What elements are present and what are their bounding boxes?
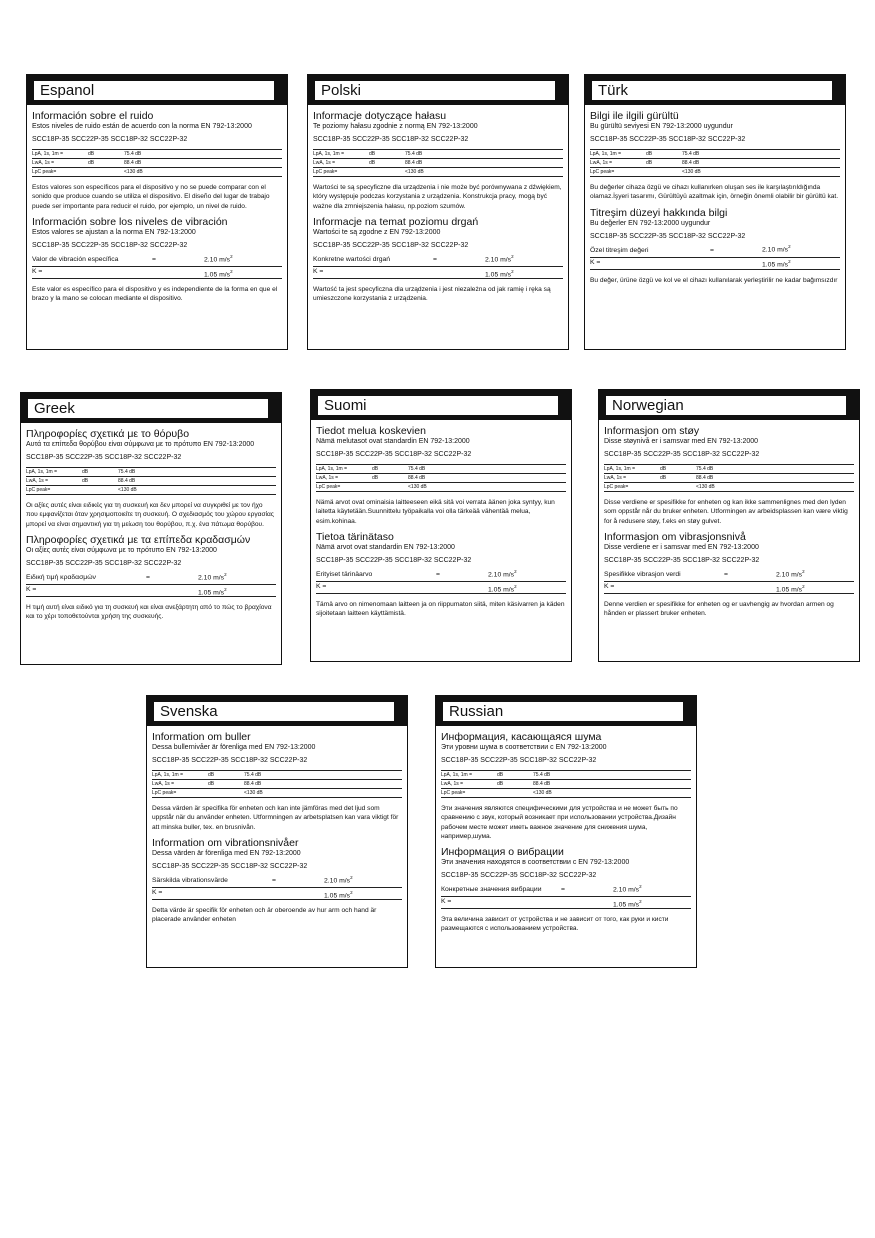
- language-card: [584, 74, 846, 350]
- card-header: [436, 696, 696, 726]
- noise-text: Οι αξίες αυτές είναι ειδικές για τη συσκευή και δεν μπορεί να συγκριθεί με τον ήχο που εμφανίζεται όταν χρησιμοποιείτε τη συσκευή. Ο σχεδιασμός του χώρου εργασίας μπορεί να είναι σημαντική για τη μείωση του θορύβου, π.χ. ένα πάτωμα θορύβου.: [26, 502, 274, 528]
- k-value: 1.05 $m/s^2$: [762, 259, 791, 269]
- vibration-row: [152, 876, 402, 888]
- noise-title: Tiedot melua koskevien: [316, 425, 426, 437]
- language-card: [20, 392, 282, 665]
- k-row: [441, 897, 691, 909]
- noise-row: [313, 150, 563, 159]
- model-list: SCC18P-35 SCC22P-35 SCC18P-32 SCC22P-32: [313, 136, 469, 143]
- k-row: [313, 267, 563, 279]
- noise-standard: Estos niveles de ruido están de acuerdo con la norma EN 792-13:2000: [32, 123, 252, 130]
- language-title: Espanol: [33, 80, 275, 101]
- noise-row: [316, 483, 566, 492]
- noise-row: [590, 150, 840, 159]
- noise-label: LpA, 1s, 1m =: [32, 151, 63, 157]
- vibration-value: 2.10 $m/s^2$: [613, 883, 642, 894]
- k-value: 1.05 $m/s^2$: [198, 586, 227, 596]
- noise-label: LwA, 1s =: [152, 781, 175, 787]
- equals-sign: =: [710, 246, 714, 254]
- noise-unit: dB: [497, 781, 504, 787]
- vibration-label: Konkretne wartości drgań: [313, 255, 391, 263]
- k-label: K =: [604, 582, 615, 590]
- card-header: [27, 75, 287, 105]
- card-header: [585, 75, 845, 105]
- noise-value: 88.4 dB: [124, 160, 142, 166]
- noise-value: 88.4 dB: [244, 781, 262, 787]
- vibration-value: 2.10 $m/s^2$: [776, 568, 805, 578]
- noise-value: 75.4 dB: [118, 469, 136, 475]
- vibration-value: 2.10 $m/s^2$: [488, 568, 517, 578]
- noise-title: Informacje dotyczące hałasu: [313, 110, 447, 122]
- equals-sign: =: [724, 570, 728, 578]
- language-title: Russian: [442, 701, 684, 722]
- noise-unit: dB: [369, 151, 376, 157]
- vibration-text: Detta värde är specifik för enheten och är oberoende av hur arm och hand är placerade använder enheten: [152, 906, 377, 924]
- vibration-row: [441, 885, 691, 897]
- k-value: 1.05 $m/s^2$: [488, 583, 517, 593]
- noise-label: LpC peak=: [152, 790, 177, 796]
- noise-label: LwA, 1s =: [313, 160, 336, 166]
- noise-row: [590, 168, 840, 177]
- noise-value: 88.4 dB: [533, 781, 551, 787]
- k-row: [32, 267, 282, 279]
- noise-value: <130 dB: [244, 790, 263, 796]
- model-list: SCC18P-35 SCC22P-35 SCC18P-32 SCC22P-32: [152, 757, 308, 764]
- vibration-title: Πληροφορίες σχετικά με τα επίπεδα κραδασμών: [26, 533, 251, 546]
- noise-value: <130 dB: [533, 790, 552, 796]
- k-value: 1.05 $m/s^2$: [324, 889, 353, 899]
- noise-value: <130 dB: [118, 487, 137, 493]
- k-value: 1.05 $m/s^2$: [776, 583, 805, 593]
- noise-row: [32, 168, 282, 177]
- noise-label: LpC peak=: [313, 169, 338, 175]
- noise-text: Bu değerler cihaza özgü ve cihazı kullanırken oluşan ses ile karşılaştırıldığında olamaz.İşyeri tasarımı, Gürültüyü azaltmak için, örneğin önemli olabilir bir gürültü kat.: [590, 184, 839, 201]
- vibration-title: Información sobre los niveles de vibración: [32, 215, 228, 228]
- language-title: Suomi: [317, 395, 559, 416]
- noise-text: Wartości te są specyficzne dla urządzenia i nie może być porównywana z dźwiękiem, który występuje podczas korzystania z urządzenia. Konstrukcja pracy, mogą być ważne dla zmniejszenia hałasu, np.poziom szumów.: [313, 184, 562, 210]
- k-row: [26, 585, 276, 597]
- noise-text: Nämä arvot ovat ominaisia laitteeseen eikä sitä voi verrata äänen joka syntyy, kun laitetta käytetään.Suunnittelu työpaikalla voi olla tärkeää vähentää melua, esim.kohinaa.: [316, 499, 555, 525]
- noise-standard: Te poziomy hałasu zgodnie z normą EN 792-13:2000: [313, 123, 478, 130]
- k-label: K =: [26, 585, 37, 593]
- k-label: K =: [152, 888, 163, 896]
- vibration-value: 2.10 $m/s^2$: [762, 244, 791, 254]
- noise-label: LwA, 1s =: [316, 475, 339, 481]
- vibration-model-list: SCC18P-35 SCC22P-35 SCC18P-32 SCC22P-32: [604, 556, 760, 564]
- noise-row: [32, 150, 282, 159]
- vibration-standard: Disse verdiene er i samsvar med EN 792-13:2000: [604, 543, 759, 551]
- vibration-text: Bu değer, ürüne özgü ve kol ve el cihazı kullanılarak yerleştirilir ne kadar bağımsızdır: [590, 276, 838, 284]
- equals-sign: =: [436, 570, 440, 578]
- noise-row: [441, 780, 691, 789]
- vibration-model-list: SCC18P-35 SCC22P-35 SCC18P-32 SCC22P-32: [152, 862, 308, 870]
- noise-label: LpA, 1s, 1m =: [316, 466, 347, 472]
- language-title: Greek: [27, 398, 269, 419]
- equals-sign: =: [146, 573, 150, 581]
- vibration-value: 2.10 $m/s^2$: [198, 571, 227, 581]
- card-header: [308, 75, 568, 105]
- noise-row: [604, 465, 854, 474]
- vibration-value: 2.10 $m/s^2$: [485, 253, 514, 263]
- vibration-text: Tämä arvo on nimenomaan laitteen ja on riippumaton siitä, miten käsivarren ja käden sijoitetaan laitteen käyttämistä.: [316, 600, 565, 618]
- noise-title: Information om buller: [152, 731, 251, 743]
- k-label: K =: [32, 267, 43, 275]
- vibration-row: [26, 573, 276, 585]
- noise-unit: dB: [88, 151, 95, 157]
- noise-row: [152, 771, 402, 780]
- vibration-label: Ειδική τιμή κραδασμών: [26, 573, 96, 581]
- model-list: SCC18P-35 SCC22P-35 SCC18P-32 SCC22P-32: [316, 451, 472, 458]
- vibration-value: 2.10 $m/s^2$: [204, 253, 233, 263]
- model-list: SCC18P-35 SCC22P-35 SCC18P-32 SCC22P-32: [441, 757, 597, 764]
- noise-row: [316, 465, 566, 474]
- vibration-title: Information om vibrationsnivåer: [152, 836, 299, 849]
- vibration-label: Valor de vibración específica: [32, 255, 119, 263]
- vibration-title: Informacje na temat poziomu drgań: [313, 215, 479, 228]
- noise-row: [316, 474, 566, 483]
- noise-value: 75.4 dB: [682, 151, 700, 157]
- noise-unit: dB: [660, 466, 667, 472]
- noise-title: Bilgi ile ilgili gürültü: [590, 110, 679, 122]
- vibration-standard: Dessa värden är förenliga med EN 792-13:2000: [152, 849, 301, 857]
- vibration-text: Denne verdien er spesifikke for enheten og er uavhengig av hvordan armen og hånden er plassert bruker enheten.: [604, 600, 834, 618]
- noise-unit: dB: [208, 781, 215, 787]
- noise-label: LwA, 1s =: [26, 478, 49, 484]
- noise-value: 75.4 dB: [696, 466, 714, 472]
- noise-label: LpC peak=: [32, 169, 57, 175]
- vibration-standard: Οι αξίες αυτές είναι σύμφωνα με το πρότυπο EN 792-13:2000: [26, 546, 217, 554]
- k-label: K =: [590, 258, 601, 266]
- noise-unit: dB: [82, 478, 89, 484]
- noise-value: 75.4 dB: [408, 466, 426, 472]
- equals-sign: =: [152, 255, 156, 263]
- noise-standard: Эти уровни шума в соответствии с EN 792-13:2000: [441, 744, 607, 751]
- noise-label: LpA, 1s, 1m =: [26, 469, 57, 475]
- vibration-row: [32, 255, 282, 267]
- noise-label: LpA, 1s, 1m =: [590, 151, 621, 157]
- noise-value: <130 dB: [408, 484, 427, 490]
- vibration-label: Конкретные значения вибрации: [441, 886, 542, 894]
- model-list: SCC18P-35 SCC22P-35 SCC18P-32 SCC22P-32: [590, 136, 746, 143]
- noise-label: LpA, 1s, 1m =: [313, 151, 344, 157]
- language-card: [310, 389, 572, 662]
- vibration-standard: Estos valores se ajustan a la norma EN 792-13:2000: [32, 228, 196, 236]
- noise-value: 88.4 dB: [118, 478, 136, 484]
- vibration-model-list: SCC18P-35 SCC22P-35 SCC18P-32 SCC22P-32: [32, 241, 188, 249]
- noise-row: [26, 468, 276, 477]
- noise-unit: dB: [660, 475, 667, 481]
- card-header: [599, 390, 859, 420]
- vibration-label: Särskilda vibrationsvärde: [152, 876, 228, 884]
- noise-row: [26, 477, 276, 486]
- language-title: Türk: [591, 80, 833, 101]
- noise-row: [26, 486, 276, 495]
- vibration-model-list: SCC18P-35 SCC22P-35 SCC18P-32 SCC22P-32: [313, 241, 469, 249]
- noise-unit: dB: [646, 151, 653, 157]
- noise-value: <130 dB: [124, 169, 143, 175]
- noise-label: LwA, 1s =: [32, 160, 55, 166]
- noise-standard: Disse støynivå er i samsvar med EN 792-13:2000: [604, 438, 759, 445]
- k-label: K =: [316, 582, 327, 590]
- noise-value: <130 dB: [405, 169, 424, 175]
- noise-label: LpA, 1s, 1m =: [604, 466, 635, 472]
- language-card: [435, 695, 697, 968]
- noise-label: LpC peak=: [604, 484, 629, 490]
- noise-label: LpC peak=: [441, 790, 466, 796]
- noise-row: [152, 789, 402, 798]
- noise-label: LwA, 1s =: [441, 781, 464, 787]
- noise-value: 88.4 dB: [682, 160, 700, 166]
- equals-sign: =: [433, 255, 437, 263]
- k-row: [604, 582, 854, 594]
- language-title: Polski: [314, 80, 556, 101]
- noise-title: Informasjon om støy: [604, 425, 700, 437]
- vibration-model-list: SCC18P-35 SCC22P-35 SCC18P-32 SCC22P-32: [590, 232, 746, 240]
- noise-value: 88.4 dB: [408, 475, 426, 481]
- language-title: Svenska: [153, 701, 395, 722]
- vibration-standard: Wartości te są zgodne z EN 792-13:2000: [313, 228, 441, 236]
- noise-unit: dB: [208, 772, 215, 778]
- noise-unit: dB: [88, 160, 95, 166]
- noise-value: 75.4 dB: [124, 151, 142, 157]
- noise-value: <130 dB: [696, 484, 715, 490]
- noise-label: LwA, 1s =: [604, 475, 627, 481]
- noise-text: Estos valores son específicos para el dispositivo y no se puede comparar con el sonido que produce cuando se utiliza el dispositivo. El diseño del lugar de trabajo puede ser importante para reducir el ruido, por ejemplo, un nivel de ruido.: [32, 184, 270, 210]
- language-card: [146, 695, 408, 968]
- vibration-model-list: SCC18P-35 SCC22P-35 SCC18P-32 SCC22P-32: [26, 559, 182, 567]
- vibration-text: Wartość ta jest specyficzna dla urządzenia i jest niezależna od jak ramię i ręka są umieszczone korzystania z urządzenia.: [313, 285, 551, 303]
- language-card: [26, 74, 288, 350]
- noise-unit: dB: [497, 772, 504, 778]
- noise-value: 75.4 dB: [533, 772, 551, 778]
- vibration-title: Informasjon om vibrasjonsnivå: [604, 530, 746, 543]
- vibration-value: 2.10 $m/s^2$: [324, 874, 353, 884]
- k-label: K =: [313, 267, 324, 275]
- noise-row: [590, 159, 840, 168]
- k-row: [316, 582, 566, 594]
- noise-value: <130 dB: [682, 169, 701, 175]
- vibration-row: [316, 570, 566, 582]
- vibration-model-list: SCC18P-35 SCC22P-35 SCC18P-32 SCC22P-32: [441, 872, 597, 880]
- noise-row: [604, 474, 854, 483]
- model-list: SCC18P-35 SCC22P-35 SCC18P-32 SCC22P-32: [26, 454, 182, 461]
- noise-label: LwA, 1s =: [590, 160, 613, 166]
- noise-row: [152, 780, 402, 789]
- noise-row: [441, 771, 691, 780]
- noise-standard: Dessa bullernivåer är förenliga med EN 792-13:2000: [152, 744, 316, 751]
- noise-title: Информация, касающаяся шума: [441, 731, 602, 743]
- noise-value: 75.4 dB: [244, 772, 262, 778]
- noise-unit: dB: [369, 160, 376, 166]
- noise-row: [441, 789, 691, 798]
- vibration-row: [604, 570, 854, 582]
- vibration-standard: Nämä arvot ovat standardin EN 792-13:2000: [316, 543, 455, 551]
- noise-label: LpA, 1s, 1m =: [441, 772, 472, 778]
- noise-text: Эти значения являются специфическими для устройства и не может быть по сравнению с звук, который возникает при использовании устройства.Дизайн рабочем месте может иметь важное значение для снижения шума, например,шума.: [441, 805, 678, 840]
- vibration-row: [313, 255, 563, 267]
- vibration-standard: Эти значения находятся в соответствии с EN 792-13:2000: [441, 859, 630, 867]
- language-title: Norwegian: [605, 395, 847, 416]
- noise-value: 88.4 dB: [696, 475, 714, 481]
- noise-row: [32, 159, 282, 168]
- noise-label: LpA, 1s, 1m =: [152, 772, 183, 778]
- noise-unit: dB: [646, 160, 653, 166]
- k-label: K =: [441, 898, 452, 906]
- noise-value: 75.4 dB: [405, 151, 423, 157]
- k-row: [590, 258, 840, 270]
- vibration-standard: Bu değerler EN 792-13:2000 uygundur: [590, 219, 711, 227]
- vibration-title: Информация о вибрации: [441, 846, 564, 859]
- noise-row: [313, 159, 563, 168]
- noise-standard: Bu gürültü seviyesi EN 792-13:2000 uygundur: [590, 123, 733, 130]
- noise-label: LpC peak=: [26, 487, 51, 493]
- vibration-text: Η τιμή αυτή είναι ειδικό για τη συσκευή και είναι ανεξάρτητη από το πώς το βραχίονα και το χέρι τοποθετούνται χρήση της συσκευής.: [26, 603, 272, 621]
- card-header: [311, 390, 571, 420]
- k-row: [152, 888, 402, 900]
- k-value: 1.05 $m/s^2$: [485, 268, 514, 278]
- equals-sign: =: [272, 876, 276, 884]
- vibration-text: Este valor es específico para el dispositivo y es independiente de la forma en que el brazo y la mano se colocan mediante el dispositivo.: [32, 285, 278, 303]
- noise-row: [313, 168, 563, 177]
- noise-title: Información sobre el ruido: [32, 110, 154, 122]
- equals-sign: =: [561, 886, 565, 894]
- vibration-title: Titreşim düzeyi hakkında bilgi: [590, 206, 728, 219]
- vibration-title: Tietoa tärinätaso: [316, 530, 394, 543]
- vibration-label: Özel titreşim değeri: [590, 246, 649, 254]
- noise-standard: Αυτά τα επίπεδα θορύβου είναι σύμφωνα με το πρότυπο EN 792-13:2000: [26, 441, 255, 448]
- noise-title: Πληροφορίες σχετικά με το θόρυβο: [26, 428, 190, 440]
- noise-text: Dessa värden är specifika för enheten och kan inte jämföras med det ljud som uppstår när du använder enheten. Utformningen av arbetsplatsen kan vara viktigt för att minska buller, tex. en brusnivån.: [152, 805, 399, 831]
- noise-label: LpC peak=: [590, 169, 615, 175]
- noise-unit: dB: [372, 475, 379, 481]
- vibration-text: Эта величина зависит от устройства и не зависит от того, как руки и кисти размещаются с использованием устройства.: [441, 916, 669, 933]
- vibration-label: Erityiset tärinäarvo: [316, 570, 373, 578]
- k-value: 1.05 $m/s^2$: [613, 898, 642, 909]
- model-list: SCC18P-35 SCC22P-35 SCC18P-32 SCC22P-32: [604, 451, 760, 458]
- vibration-model-list: SCC18P-35 SCC22P-35 SCC18P-32 SCC22P-32: [316, 556, 472, 564]
- language-card: [307, 74, 569, 350]
- noise-unit: dB: [82, 469, 89, 475]
- card-header: [147, 696, 407, 726]
- noise-text: Disse verdiene er spesifikke for enheten og kan ikke sammenlignes med den lyden som oppstår når du bruker enheten. Utformingen av arbeidsplassen kan være viktig for å redusere støy, f.eks en støy gulvet.: [604, 499, 848, 525]
- noise-unit: dB: [372, 466, 379, 472]
- k-value: 1.05 $m/s^2$: [204, 268, 233, 278]
- noise-label: LpC peak=: [316, 484, 341, 490]
- noise-value: 88.4 dB: [405, 160, 423, 166]
- vibration-label: Spesifikke vibrasjon verdi: [604, 570, 681, 578]
- language-card: [598, 389, 860, 662]
- noise-standard: Nämä melutasot ovat standardin EN 792-13:2000: [316, 438, 470, 445]
- model-list: SCC18P-35 SCC22P-35 SCC18P-32 SCC22P-32: [32, 136, 188, 143]
- card-header: [21, 393, 281, 423]
- noise-row: [604, 483, 854, 492]
- vibration-row: [590, 246, 840, 258]
